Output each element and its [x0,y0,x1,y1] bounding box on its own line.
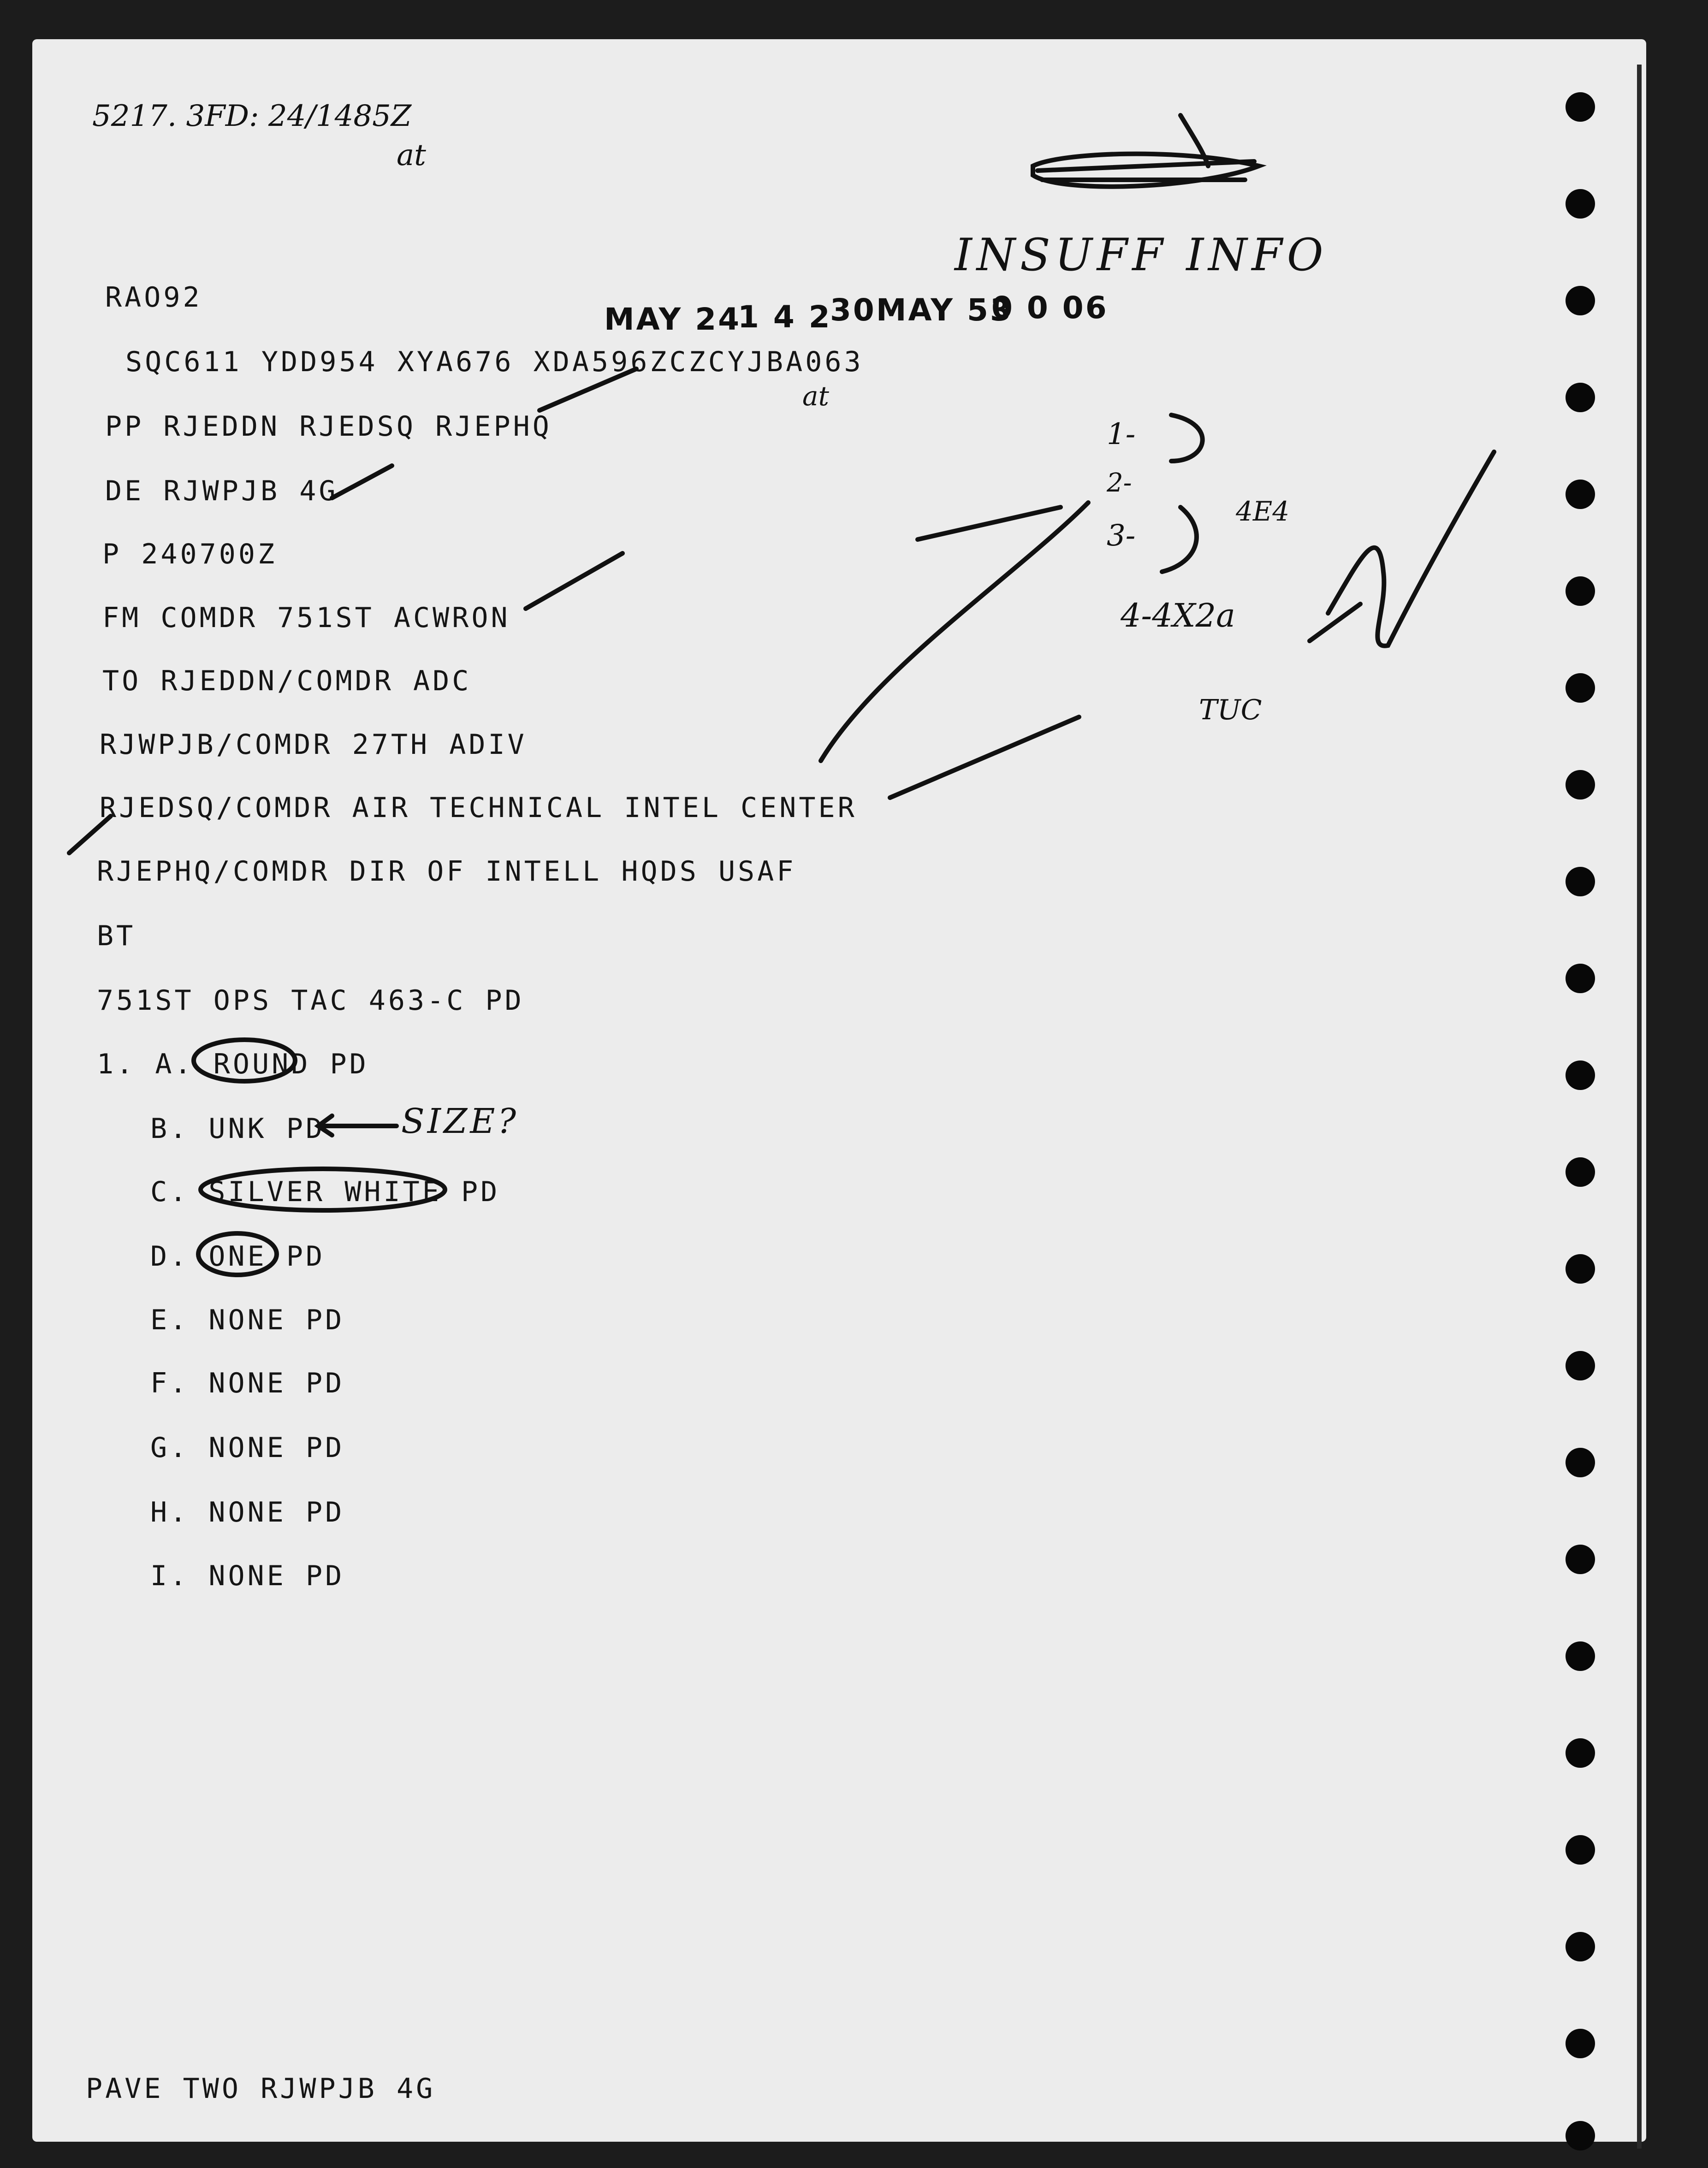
margin-note-4e4: 4E4 [1236,496,1290,527]
precedence-line: PP RJEDDN RJEDSQ RJEPHQ [105,410,552,443]
break-line: BT [97,920,136,952]
item-suffix: PD [306,1560,345,1592]
page-footer: PAVE TWO RJWPJB 4G [86,2073,436,2105]
margin-note-3: 3- [1107,519,1136,553]
receipt-date-stamp: MAY 24 [604,302,741,337]
item-value: SILVER WHITE [208,1176,442,1208]
item-value: ONE [208,1240,267,1273]
circle-round [194,1040,295,1081]
pen-slash [526,553,623,609]
de-line: DE RJWPJB 4G [105,475,338,507]
addressee-line: RJEPHQ/COMDR DIR OF INTELL HQDS USAF [97,855,796,888]
bracket-mark [1162,507,1197,572]
circle-silver-white [201,1169,445,1210]
item-suffix: PD [306,1496,345,1528]
to-line: TO RJEDDN/COMDR ADC [102,665,472,697]
item-suffix: PD [306,1304,345,1336]
margin-note-1: 1- [1107,417,1136,451]
pen-slash [540,369,636,410]
item-suffix: PD [306,1367,345,1399]
item-value: NONE [208,1496,286,1528]
item-label: B. [150,1113,190,1145]
arrow-mark [318,1116,397,1135]
item-label: E. [150,1304,190,1336]
item-value: UNK [208,1113,267,1145]
pen-slash [821,503,1088,761]
item-label: D. [150,1240,190,1273]
margin-note-tucs: TUC [1199,694,1262,726]
second-time-stamp: 0 0 06 [991,290,1109,326]
item-value: NONE [208,1560,286,1592]
margin-note-4: 4-4X2a [1121,597,1235,634]
insufficient-info-note: INSUFF INFO [955,229,1328,281]
message-line-id: RAO92 [105,281,202,314]
item-label: G. [150,1432,190,1464]
routing-line: SQC611 YDD954 XYA676 XDA596ZCZCYJBA063 [125,346,864,378]
item-value: ROUND [213,1048,311,1080]
pen-slash [890,717,1079,798]
item-label: C. [150,1176,190,1208]
second-date-stamp: 30MAY 53 [830,292,1013,328]
item-suffix: PD [306,1432,345,1464]
subject-line: 751ST OPS TAC 463-C PD [97,984,524,1017]
addressee-line: RJWPJB/COMDR 27TH ADIV [100,729,527,761]
check-mark [1328,452,1494,646]
from-line: FM COMDR 751ST ACWRON [102,602,510,634]
item-label: H. [150,1496,190,1528]
handwritten-reference-sub: at [397,138,426,172]
pen-slash [332,466,392,498]
item-value: NONE [208,1432,286,1464]
addressee-line: RJEDSQ/COMDR AIR TECHNICAL INTEL CENTER [100,792,857,824]
item-label: F. [150,1367,190,1399]
pen-slash [918,507,1061,539]
receipt-time-stamp: 1 4 2 [738,299,832,335]
item-suffix: PD [286,1113,326,1145]
circle-one [198,1233,277,1275]
bracket-mark [1171,415,1203,461]
scribble-mark [1038,115,1254,180]
at-note: at [802,380,829,412]
item-label: 1. A. [97,1048,194,1080]
item-suffix: PD [286,1240,326,1273]
check-mark [1310,604,1360,641]
dtg-line: P 240700Z [102,538,278,570]
margin-note-2: 2- [1107,468,1132,498]
item-suffix: PD [330,1048,369,1080]
item-suffix: PD [461,1176,500,1208]
item-label: I. [150,1560,190,1592]
item-value: NONE [208,1304,286,1336]
item-value: NONE [208,1367,286,1399]
pen-slash [69,816,111,853]
size-question-note: SIZE? [401,1102,519,1141]
handwritten-reference: 5217. 3FD: 24/1485Z [92,99,412,133]
